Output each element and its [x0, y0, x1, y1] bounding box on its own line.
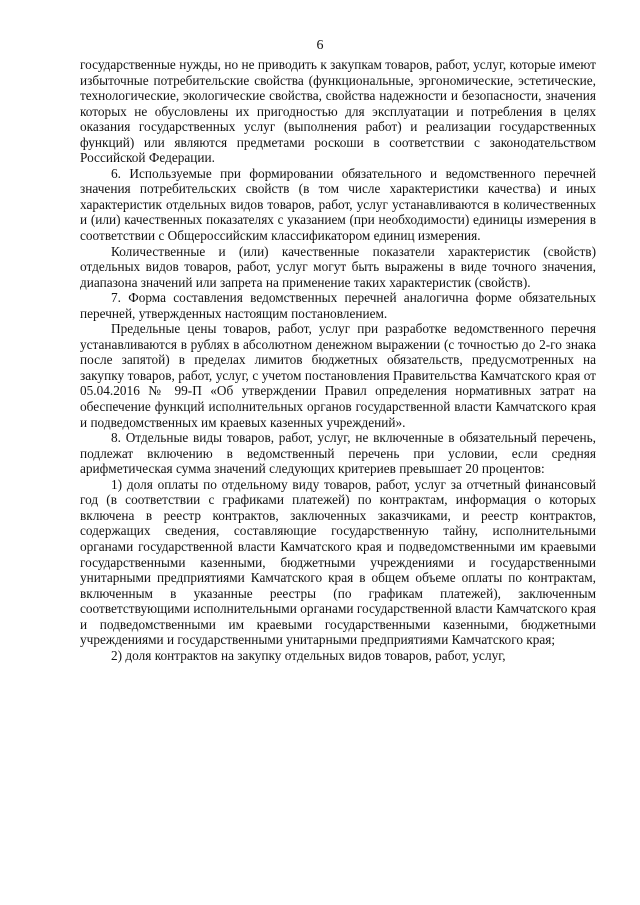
paragraph: Количественные и (или) качественные показатели характеристик (свойств) отдельных видов товаров, работ, услуг могут быть выражены в виде точного значения, диапазона значений или запрета на применение таких характеристик (свойств). — [80, 243, 596, 290]
paragraph: 8. Отдельные виды товаров, работ, услуг, не включенные в обязательный перечень, подлежат включению в ведомственный перечень при условии, если средняя арифметическая сумма значений следующих критериев превышает 20 процентов: — [80, 430, 596, 477]
paragraph: 1) доля оплаты по отдельному виду товаров, работ, услуг за отчетный финансовый год (в соответствии с графиками платежей) по контрактам, информация о которых включена в реестр контрактов, заключенных заказчиками, и реестр контрактов, содержащих сведения, составляющие государственную тайну, исполнительными органами государственной власти Камчатского края и подведомственными им краевыми государственными казенными, бюджетными учреждениями и государственными унитарными предприятиями Камчатского края в общем объеме оплаты по контрактам, включенным в указанные реестры (по графикам платежей), заключенным соответствующими исполнительными органами государственной власти Камчатского края и подведомственными им краевыми государственными казенными, бюджетными учреждениями и государственными унитарными предприятиями Камчатского края; — [80, 476, 596, 648]
page-number: 6 — [316, 38, 324, 53]
paragraph: 7. Форма составления ведомственных перечней аналогична форме обязательных перечней, утвержденных настоящим постановлением. — [80, 290, 596, 321]
document-body — [80, 57, 596, 663]
paragraph: 2) доля контрактов на закупку отдельных видов товаров, работ, услуг, — [111, 647, 506, 663]
paragraph: 6. Используемые при формировании обязательного и ведомственного перечней значения потребительских свойств (в том числе характеристики качества) и иных характеристик отдельных видов товаров, работ, услуг устанавливаются в количественных и (или) качественных показателях с указанием (при необходимости) единицы измерения в соответствии с Общероссийским классификатором единиц измерения. — [80, 165, 596, 244]
paragraph: государственные нужды, но не приводить к закупкам товаров, работ, услуг, которые имеют избыточные потребительские свойства (функциональные, эргономические, эстетические, технологические, экологические свойства, свойства надежности и безопасности, значения которых не обусловлены их пригодностью для эксплуатации и потребления в целях оказания государственных услуг (выполнения работ) и реализации государственных функций) или являются предметами роскоши в соответствии с законодательством Российской Федерации. — [80, 57, 596, 166]
paragraph: Предельные цены товаров, работ, услуг при разработке ведомственного перечня устанавливаются в рублях в абсолютном денежном выражении (с точностью до 2-го знака после запятой) в пределах лимитов бюджетных обязательств, предусмотренных на закупку товаров, работ, услуг, с учетом постановления Правительства Камчатского края от 05.04.2016 № 99-П «Об утверждении Правил определения нормативных затрат на обеспечение функций исполнительных органов государственной власти Камчатского края и подведомственных им краевых казенных учреждений». — [80, 321, 596, 430]
